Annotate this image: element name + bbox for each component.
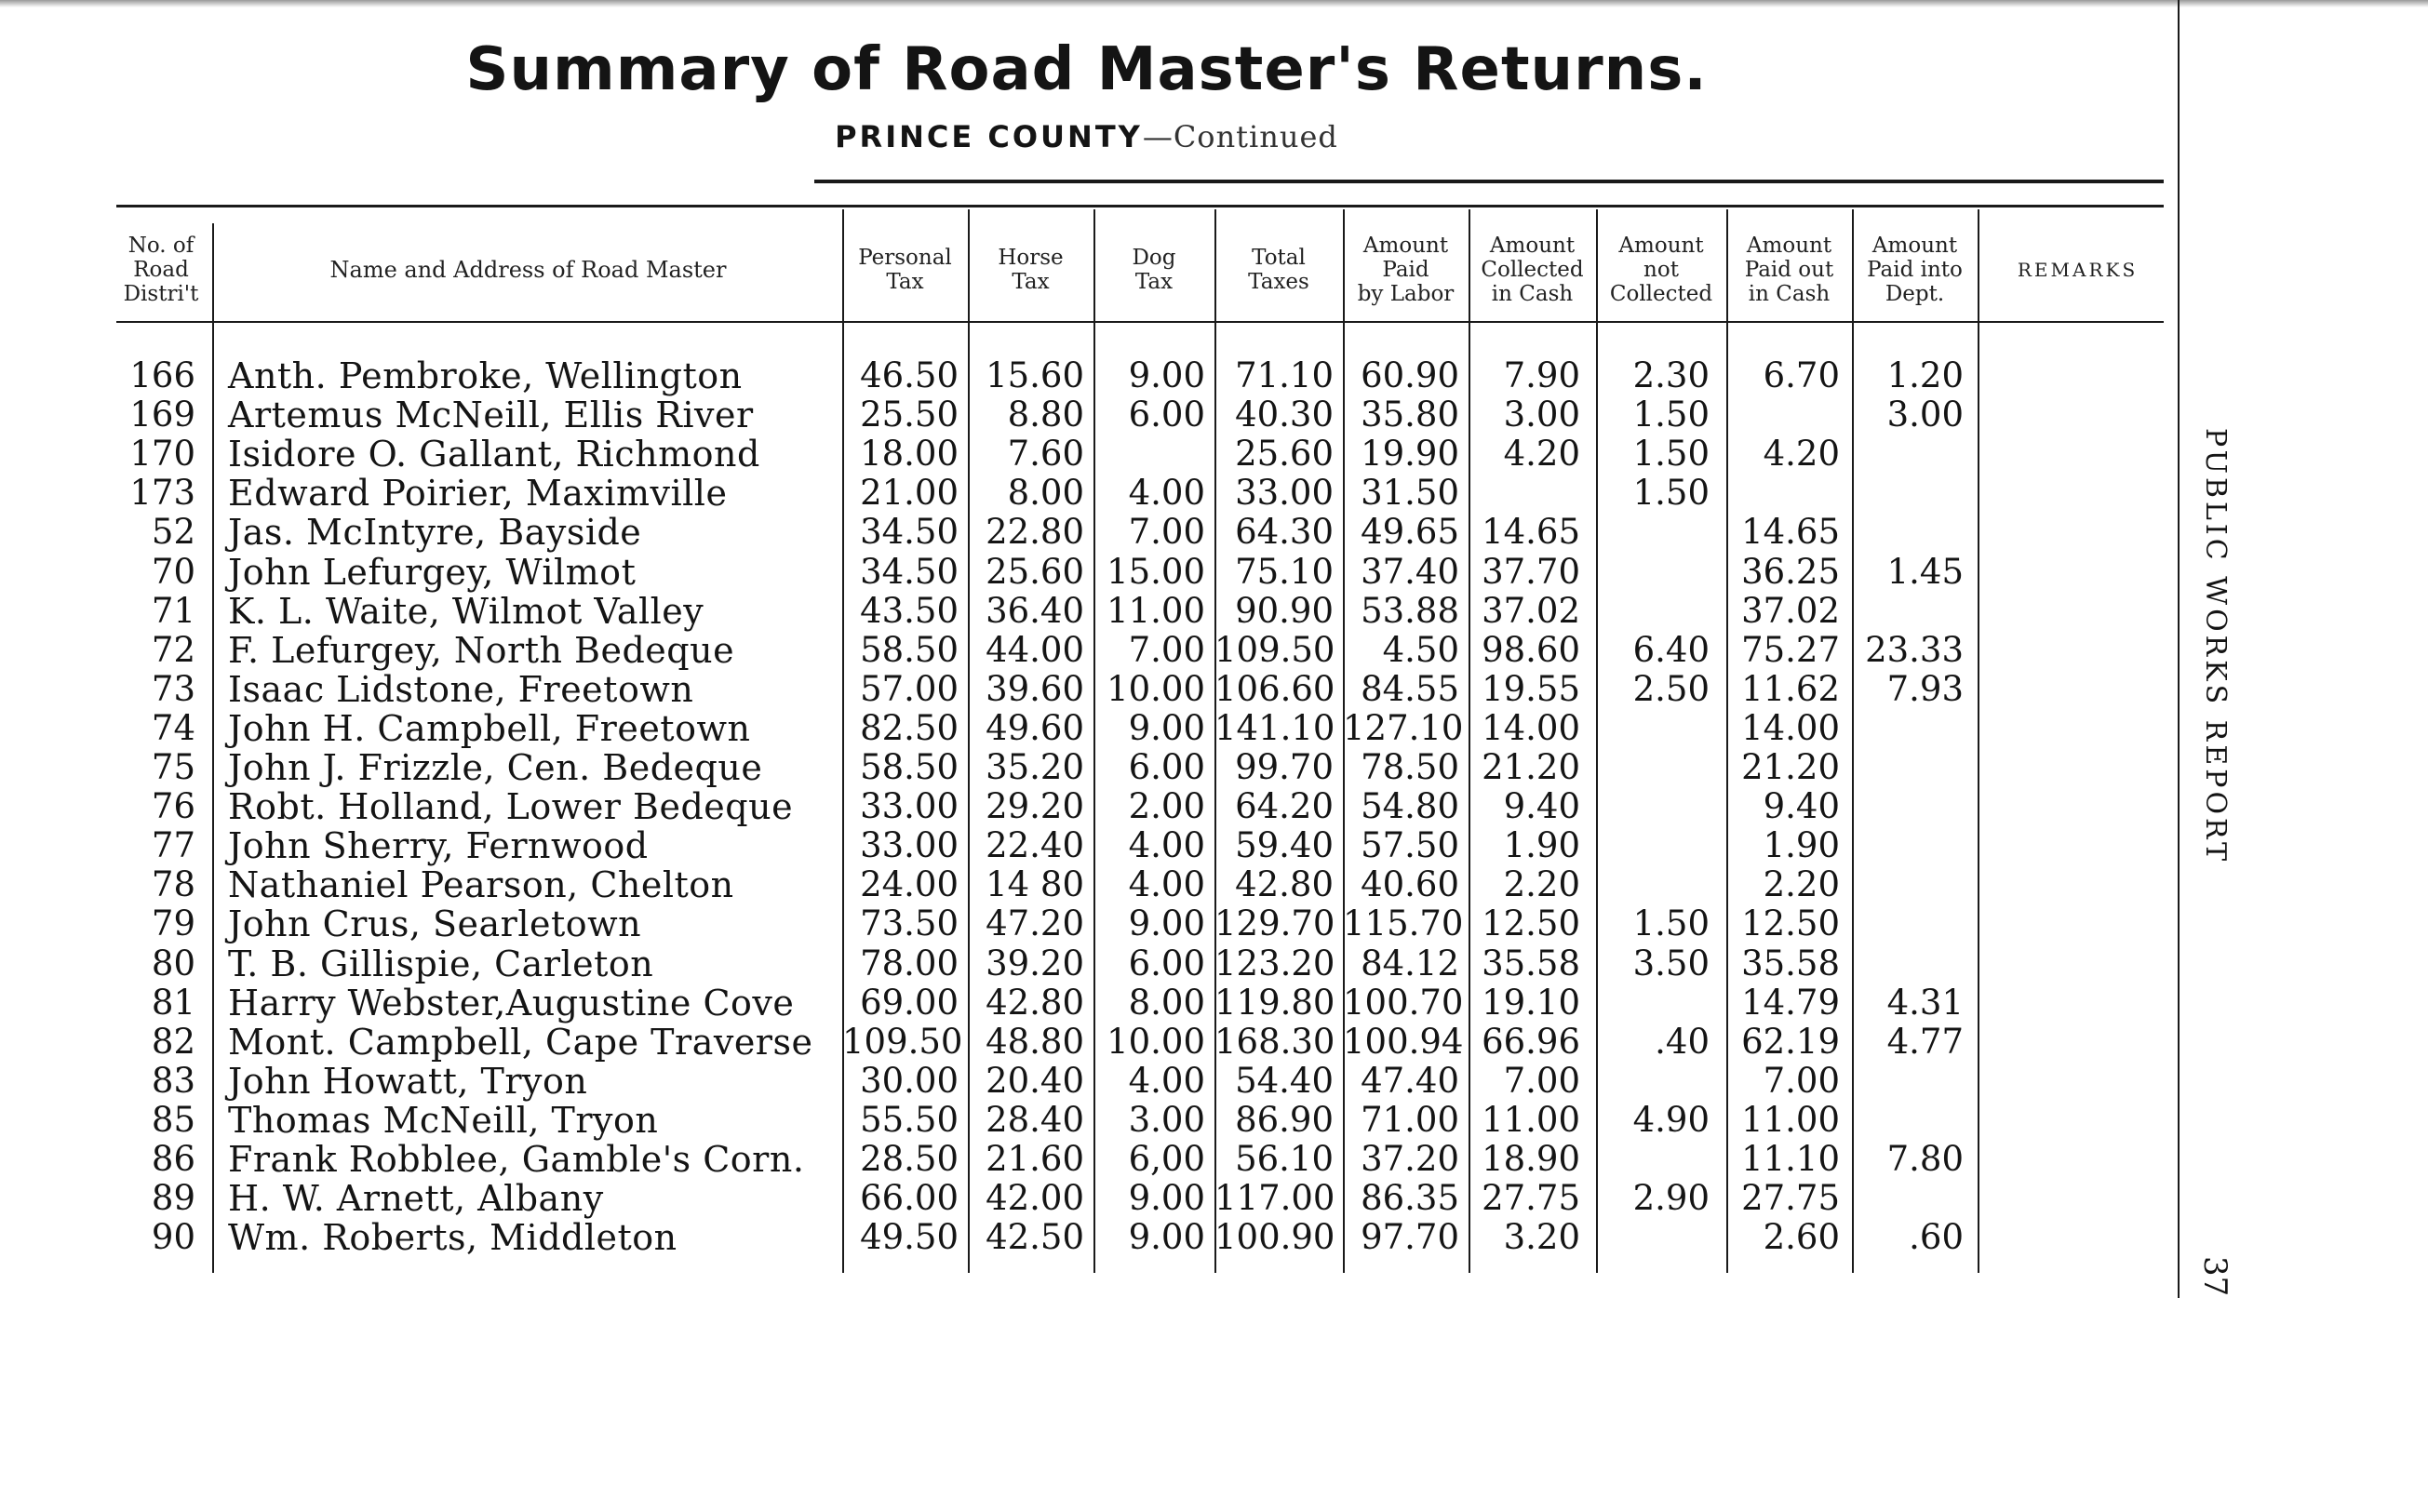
table-row (0, 1179, 2047, 1218)
paid-out-in-cash-cell: 62.19 (1741, 1021, 1840, 1062)
dog-tax-cell: 4.00 (1128, 825, 1205, 866)
table-row (0, 1140, 2047, 1179)
paid-by-labor-cell: 127.10 (1343, 707, 1464, 748)
district-number-cell: 169 (129, 395, 195, 435)
header-horse-tax: Horse Tax (998, 246, 1064, 294)
paid-by-labor-cell: 97.70 (1361, 1217, 1459, 1258)
total-taxes-cell: 106.60 (1214, 668, 1335, 709)
total-taxes-cell: 123.20 (1214, 943, 1335, 983)
not-collected-cell: 2.90 (1632, 1178, 1710, 1219)
not-collected-cell: 6.40 (1632, 629, 1710, 670)
paid-out-in-cash-cell: 35.58 (1741, 943, 1840, 983)
district-number-cell: 170 (129, 434, 195, 475)
personal-tax-cell: 73.50 (860, 903, 959, 944)
horse-tax-cell: 7.60 (1007, 434, 1084, 475)
table-row (0, 395, 2047, 435)
table-row (0, 670, 2047, 709)
horse-tax-cell: 36.40 (986, 590, 1084, 631)
paid-out-in-cash-cell: 14.79 (1741, 982, 1840, 1023)
dog-tax-cell: 6,00 (1128, 1139, 1205, 1179)
paid-by-labor-cell: 84.55 (1361, 668, 1459, 709)
table-row (0, 1023, 2047, 1062)
paid-out-in-cash-cell: 11.00 (1741, 1099, 1840, 1140)
page-title: Summary of Road Master's Returns. (465, 35, 1708, 104)
table-top-rule-thick (814, 180, 2164, 183)
personal-tax-cell: 58.50 (860, 747, 959, 787)
personal-tax-cell: 43.50 (860, 590, 959, 631)
paid-out-in-cash-cell: 12.50 (1741, 903, 1840, 944)
dog-tax-cell: 10.00 (1107, 1021, 1205, 1062)
running-head: PUBLIC WORKS REPORT (2199, 428, 2232, 865)
total-taxes-cell: 33.00 (1235, 473, 1334, 514)
road-master-name-cell: Artemus McNeill, Ellis River (228, 395, 754, 436)
paid-out-in-cash-cell: 2.20 (1763, 864, 1840, 905)
page-subtitle (0, 119, 2173, 154)
personal-tax-cell: 66.00 (860, 1178, 959, 1219)
district-number-cell: 72 (151, 629, 195, 670)
road-master-name-cell: K. L. Waite, Wilmot Valley (228, 590, 704, 632)
table-row (0, 1218, 2047, 1257)
paid-out-in-cash-cell: 11.62 (1741, 668, 1840, 709)
personal-tax-cell: 25.50 (860, 395, 959, 435)
horse-tax-cell: 39.20 (986, 943, 1084, 983)
header-district: No. of Road Distri't (123, 234, 199, 306)
header-personal-tax: Personal Tax (858, 246, 952, 294)
road-master-name-cell: Harry Webster,Augustine Cove (228, 982, 795, 1024)
personal-tax-cell: 34.50 (860, 551, 959, 592)
road-master-name-cell: Isaac Lidstone, Freetown (228, 668, 694, 710)
collected-in-cash-cell: 7.00 (1503, 1060, 1580, 1101)
road-master-name-cell: John Crus, Searletown (228, 903, 642, 945)
header-remarks: REMARKS (2017, 259, 2139, 281)
paid-out-in-cash-cell: 27.75 (1741, 1178, 1840, 1219)
total-taxes-cell: 99.70 (1235, 747, 1334, 787)
collected-in-cash-cell: 18.90 (1482, 1139, 1580, 1179)
dog-tax-cell: 2.00 (1128, 786, 1205, 827)
district-number-cell: 85 (151, 1099, 195, 1140)
personal-tax-cell: 58.50 (860, 629, 959, 670)
paid-out-in-cash-cell: 14.00 (1741, 707, 1840, 748)
page-margin-rule (2178, 0, 2180, 1298)
personal-tax-cell: 18.00 (860, 434, 959, 475)
personal-tax-cell: 21.00 (860, 473, 959, 514)
district-number-cell: 75 (151, 747, 195, 787)
dog-tax-cell: 9.00 (1128, 1178, 1205, 1219)
collected-in-cash-cell: 12.50 (1482, 903, 1580, 944)
table-row (0, 748, 2047, 787)
collected-in-cash-cell: 98.60 (1482, 629, 1580, 670)
horse-tax-cell: 42.80 (986, 982, 1084, 1023)
paid-out-in-cash-cell: 2.60 (1763, 1217, 1840, 1258)
page-number: 37 (2196, 1256, 2233, 1297)
paid-out-in-cash-cell: 37.02 (1741, 590, 1840, 631)
total-taxes-cell: 64.30 (1235, 512, 1334, 553)
total-taxes-cell: 40.30 (1235, 395, 1334, 435)
paid-by-labor-cell: 53.88 (1361, 590, 1459, 631)
collected-in-cash-cell: 66.96 (1482, 1021, 1580, 1062)
paid-out-in-cash-cell: 7.00 (1763, 1060, 1840, 1101)
paid-out-in-cash-cell: 9.40 (1763, 786, 1840, 827)
dog-tax-cell: 6.00 (1128, 395, 1205, 435)
paid-into-dept-cell: 1.45 (1886, 551, 1964, 592)
district-number-cell: 173 (129, 473, 195, 514)
table-top-rule (116, 205, 2164, 207)
dog-tax-cell: 7.00 (1128, 512, 1205, 553)
personal-tax-cell: 24.00 (860, 864, 959, 905)
horse-tax-cell: 29.20 (986, 786, 1084, 827)
dog-tax-cell: 9.00 (1128, 707, 1205, 748)
collected-in-cash-cell: 11.00 (1482, 1099, 1580, 1140)
road-master-name-cell: Mont. Campbell, Cape Traverse (228, 1021, 813, 1063)
district-number-cell: 82 (151, 1021, 195, 1062)
road-master-name-cell: Robt. Holland, Lower Bedeque (228, 786, 794, 828)
road-master-name-cell: John H. Campbell, Freetown (228, 707, 751, 749)
road-master-name-cell: John Howatt, Tryon (228, 1060, 588, 1102)
personal-tax-cell: 78.00 (860, 943, 959, 983)
continued-label: —Continued (1142, 119, 1338, 154)
personal-tax-cell: 55.50 (860, 1099, 959, 1140)
collected-in-cash-cell: 4.20 (1503, 434, 1580, 475)
horse-tax-cell: 8.00 (1007, 473, 1084, 514)
dog-tax-cell: 9.00 (1128, 1217, 1205, 1258)
district-number-cell: 80 (151, 943, 195, 983)
district-number-cell: 71 (151, 590, 195, 631)
road-master-name-cell: Thomas McNeill, Tryon (228, 1099, 659, 1141)
dog-tax-cell: 6.00 (1128, 943, 1205, 983)
paid-into-dept-cell: 23.33 (1865, 629, 1964, 670)
table-row (0, 474, 2047, 513)
header-paid-by-labor: Amount Paid by Labor (1357, 234, 1455, 306)
paid-by-labor-cell: 40.60 (1361, 864, 1459, 905)
paid-into-dept-cell: 7.80 (1886, 1139, 1964, 1179)
collected-in-cash-cell: 3.00 (1503, 395, 1580, 435)
district-number-cell: 166 (129, 355, 195, 395)
horse-tax-cell: 48.80 (986, 1021, 1084, 1062)
header-dog-tax: Dog Tax (1132, 246, 1176, 294)
table-row (0, 631, 2047, 670)
total-taxes-cell: 141.10 (1214, 707, 1335, 748)
total-taxes-cell: 100.90 (1214, 1217, 1335, 1258)
table-row (0, 1062, 2047, 1101)
paid-by-labor-cell: 115.70 (1343, 903, 1464, 944)
total-taxes-cell: 64.20 (1235, 786, 1334, 827)
road-master-name-cell: Nathaniel Pearson, Chelton (228, 864, 734, 906)
paid-out-in-cash-cell: 11.10 (1741, 1139, 1840, 1179)
total-taxes-cell: 119.80 (1214, 982, 1335, 1023)
paid-by-labor-cell: 84.12 (1361, 943, 1459, 983)
paid-by-labor-cell: 37.40 (1361, 551, 1459, 592)
paid-into-dept-cell: 1.20 (1886, 355, 1964, 395)
personal-tax-cell: 28.50 (860, 1139, 959, 1179)
not-collected-cell: 4.90 (1632, 1099, 1710, 1140)
personal-tax-cell: 49.50 (860, 1217, 959, 1258)
not-collected-cell: 1.50 (1632, 434, 1710, 475)
dog-tax-cell: 9.00 (1128, 903, 1205, 944)
paid-by-labor-cell: 54.80 (1361, 786, 1459, 827)
total-taxes-cell: 75.10 (1235, 551, 1334, 592)
total-taxes-cell: 129.70 (1214, 903, 1335, 944)
total-taxes-cell: 42.80 (1235, 864, 1334, 905)
collected-in-cash-cell: 37.02 (1482, 590, 1580, 631)
dog-tax-cell: 4.00 (1128, 1060, 1205, 1101)
dog-tax-cell: 11.00 (1107, 590, 1205, 631)
district-number-cell: 81 (151, 982, 195, 1023)
road-master-name-cell: John Lefurgey, Wilmot (228, 551, 637, 593)
dog-tax-cell: 4.00 (1128, 473, 1205, 514)
table-row (0, 553, 2047, 592)
collected-in-cash-cell: 27.75 (1482, 1178, 1580, 1219)
table-row (0, 904, 2047, 943)
not-collected-cell: 3.50 (1632, 943, 1710, 983)
road-master-name-cell: Anth. Pembroke, Wellington (228, 355, 743, 396)
district-number-cell: 52 (151, 512, 195, 553)
collected-in-cash-cell: 19.10 (1482, 982, 1580, 1023)
district-number-cell: 74 (151, 707, 195, 748)
paid-by-labor-cell: 57.50 (1361, 825, 1459, 866)
road-master-name-cell: John J. Frizzle, Cen. Bedeque (228, 747, 763, 788)
horse-tax-cell: 44.00 (986, 629, 1084, 670)
personal-tax-cell: 109.50 (842, 1021, 963, 1062)
header-name: Name and Address of Road Master (329, 257, 727, 283)
personal-tax-cell: 30.00 (860, 1060, 959, 1101)
horse-tax-cell: 42.50 (986, 1217, 1084, 1258)
collected-in-cash-cell: 9.40 (1503, 786, 1580, 827)
table-row (0, 983, 2047, 1023)
not-collected-cell: 1.50 (1632, 395, 1710, 435)
district-number-cell: 76 (151, 786, 195, 827)
horse-tax-cell: 25.60 (986, 551, 1084, 592)
personal-tax-cell: 33.00 (860, 786, 959, 827)
total-taxes-cell: 59.40 (1235, 825, 1334, 866)
personal-tax-cell: 34.50 (860, 512, 959, 553)
paid-by-labor-cell: 31.50 (1361, 473, 1459, 514)
collected-in-cash-cell: 19.55 (1482, 668, 1580, 709)
district-number-cell: 83 (151, 1060, 195, 1101)
table-row (0, 356, 2047, 395)
personal-tax-cell: 82.50 (860, 707, 959, 748)
horse-tax-cell: 42.00 (986, 1178, 1084, 1219)
collected-in-cash-cell: 14.00 (1482, 707, 1580, 748)
paid-by-labor-cell: 4.50 (1382, 629, 1459, 670)
paid-by-labor-cell: 100.94 (1343, 1021, 1464, 1062)
personal-tax-cell: 69.00 (860, 982, 959, 1023)
not-collected-cell: .40 (1655, 1021, 1710, 1062)
road-master-name-cell: John Sherry, Fernwood (228, 825, 649, 867)
district-number-cell: 79 (151, 903, 195, 944)
paid-into-dept-cell: 7.93 (1886, 668, 1964, 709)
not-collected-cell: 2.30 (1632, 355, 1710, 395)
collected-in-cash-cell: 2.20 (1503, 864, 1580, 905)
header-paid-into-dept: Amount Paid into Dept. (1867, 234, 1963, 306)
paid-by-labor-cell: 71.00 (1361, 1099, 1459, 1140)
table-row (0, 865, 2047, 904)
horse-tax-cell: 49.60 (986, 707, 1084, 748)
district-number-cell: 70 (151, 551, 195, 592)
road-master-name-cell: Jas. McIntyre, Bayside (228, 512, 642, 554)
district-number-cell: 78 (151, 864, 195, 905)
not-collected-cell: 1.50 (1632, 903, 1710, 944)
horse-tax-cell: 35.20 (986, 747, 1084, 787)
county-name: PRINCE COUNTY (835, 119, 1143, 154)
personal-tax-cell: 33.00 (860, 825, 959, 866)
district-number-cell: 77 (151, 825, 195, 866)
header-paid-out-in-cash: Amount Paid out in Cash (1744, 234, 1834, 306)
paid-out-in-cash-cell: 75.27 (1741, 629, 1840, 670)
paid-by-labor-cell: 19.90 (1361, 434, 1459, 475)
paid-out-in-cash-cell: 36.25 (1741, 551, 1840, 592)
total-taxes-cell: 86.90 (1235, 1099, 1334, 1140)
table-row (0, 944, 2047, 983)
paid-into-dept-cell: 3.00 (1886, 395, 1964, 435)
dog-tax-cell: 4.00 (1128, 864, 1205, 905)
personal-tax-cell: 46.50 (860, 355, 959, 395)
collected-in-cash-cell: 14.65 (1482, 512, 1580, 553)
personal-tax-cell: 57.00 (860, 668, 959, 709)
collected-in-cash-cell: 35.58 (1482, 943, 1580, 983)
horse-tax-cell: 28.40 (986, 1099, 1084, 1140)
collected-in-cash-cell: 21.20 (1482, 747, 1580, 787)
paid-by-labor-cell: 49.65 (1361, 512, 1459, 553)
paid-by-labor-cell: 47.40 (1361, 1060, 1459, 1101)
table-row (0, 709, 2047, 748)
horse-tax-cell: 21.60 (986, 1139, 1084, 1179)
paid-out-in-cash-cell: 14.65 (1741, 512, 1840, 553)
total-taxes-cell: 117.00 (1214, 1178, 1335, 1219)
dog-tax-cell: 7.00 (1128, 629, 1205, 670)
paid-by-labor-cell: 86.35 (1361, 1178, 1459, 1219)
horse-tax-cell: 22.80 (986, 512, 1084, 553)
horse-tax-cell: 20.40 (986, 1060, 1084, 1101)
dog-tax-cell: 3.00 (1128, 1099, 1205, 1140)
paid-out-in-cash-cell: 21.20 (1741, 747, 1840, 787)
table-row (0, 592, 2047, 631)
road-master-name-cell: T. B. Gillispie, Carleton (228, 943, 654, 984)
horse-tax-cell: 15.60 (986, 355, 1084, 395)
paid-out-in-cash-cell: 4.20 (1763, 434, 1840, 475)
horse-tax-cell: 14 80 (986, 864, 1084, 905)
paid-by-labor-cell: 35.80 (1361, 395, 1459, 435)
table-row (0, 435, 2047, 474)
total-taxes-cell: 25.60 (1235, 434, 1334, 475)
total-taxes-cell: 90.90 (1235, 590, 1334, 631)
road-master-name-cell: F. Lefurgey, North Bedeque (228, 629, 735, 671)
header-total-taxes: Total Taxes (1248, 246, 1309, 294)
horse-tax-cell: 39.60 (986, 668, 1084, 709)
dog-tax-cell: 9.00 (1128, 355, 1205, 395)
total-taxes-cell: 71.10 (1235, 355, 1334, 395)
paid-into-dept-cell: 4.77 (1886, 1021, 1964, 1062)
total-taxes-cell: 168.30 (1214, 1021, 1335, 1062)
district-number-cell: 89 (151, 1178, 195, 1219)
road-master-name-cell: Edward Poirier, Maximville (228, 473, 728, 515)
paid-by-labor-cell: 37.20 (1361, 1139, 1459, 1179)
dog-tax-cell: 6.00 (1128, 747, 1205, 787)
paid-into-dept-cell: 4.31 (1886, 982, 1964, 1023)
paid-into-dept-cell: .60 (1909, 1217, 1964, 1258)
paid-out-in-cash-cell: 6.70 (1763, 355, 1840, 395)
total-taxes-cell: 56.10 (1235, 1139, 1334, 1179)
dog-tax-cell: 15.00 (1107, 551, 1205, 592)
header-not-collected: Amount not Collected (1609, 234, 1713, 306)
collected-in-cash-cell: 3.20 (1503, 1217, 1580, 1258)
collected-in-cash-cell: 1.90 (1503, 825, 1580, 866)
table-row (0, 826, 2047, 865)
dog-tax-cell: 8.00 (1128, 982, 1205, 1023)
collected-in-cash-cell: 7.90 (1503, 355, 1580, 395)
district-number-cell: 86 (151, 1139, 195, 1179)
total-taxes-cell: 109.50 (1214, 629, 1335, 670)
paid-by-labor-cell: 100.70 (1343, 982, 1464, 1023)
paid-by-labor-cell: 78.50 (1361, 747, 1459, 787)
road-master-name-cell: Wm. Roberts, Middleton (228, 1217, 677, 1259)
road-master-name-cell: Isidore O. Gallant, Richmond (228, 434, 760, 475)
horse-tax-cell: 22.40 (986, 825, 1084, 866)
collected-in-cash-cell: 37.70 (1482, 551, 1580, 592)
table-row (0, 1101, 2047, 1140)
road-master-name-cell: H. W. Arnett, Albany (228, 1178, 604, 1220)
road-master-name-cell: Frank Robblee, Gamble's Corn. (228, 1139, 805, 1180)
total-taxes-cell: 54.40 (1235, 1060, 1334, 1101)
page-edge-shadow (0, 0, 2428, 7)
paid-by-labor-cell: 60.90 (1361, 355, 1459, 395)
horse-tax-cell: 8.80 (1007, 395, 1084, 435)
table-row (0, 513, 2047, 552)
header-collected-in-cash: Amount Collected in Cash (1481, 234, 1584, 306)
district-number-cell: 73 (151, 668, 195, 709)
table-row (0, 787, 2047, 826)
horse-tax-cell: 47.20 (986, 903, 1084, 944)
district-number-cell: 90 (151, 1217, 195, 1258)
dog-tax-cell: 10.00 (1107, 668, 1205, 709)
not-collected-cell: 1.50 (1632, 473, 1710, 514)
not-collected-cell: 2.50 (1632, 668, 1710, 709)
paid-out-in-cash-cell: 1.90 (1763, 825, 1840, 866)
